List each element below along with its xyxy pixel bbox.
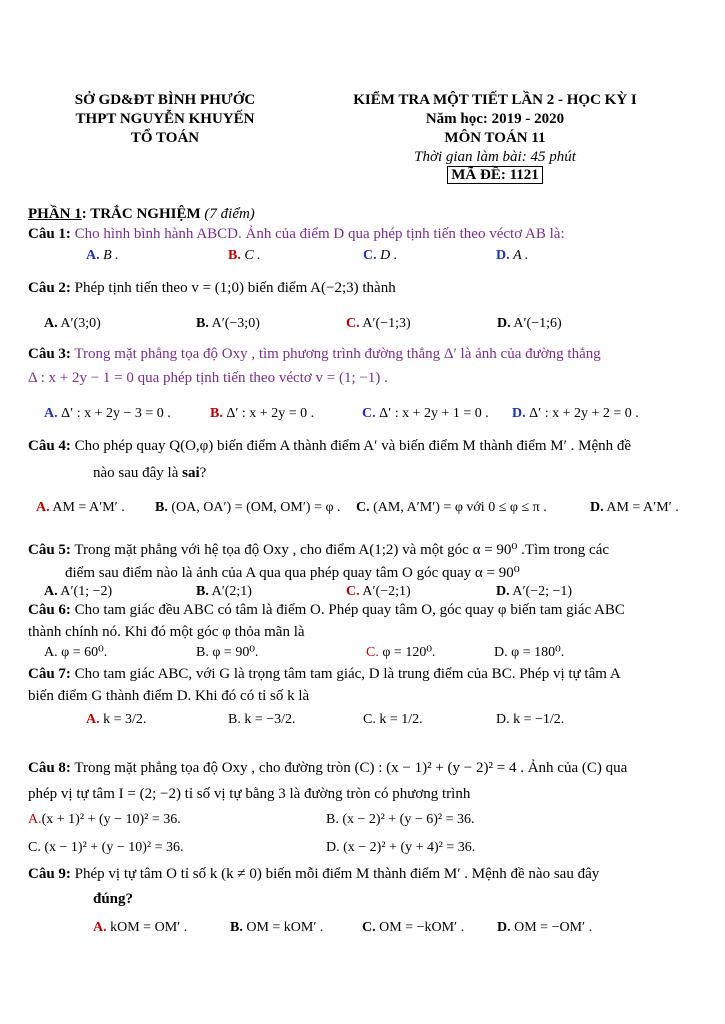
- question-4-line2: nào sau đây là sai?: [93, 465, 207, 481]
- q7-option-c[interactable]: C. k = 1/2.: [363, 712, 423, 727]
- question-text: Phép vị tự tâm O tỉ số k (k ≠ 0) biến mỗi điểm M thành điểm M′ . Mệnh đề nào sau đây: [74, 866, 600, 882]
- question-text: Cho hình bình hành ABCD. Ảnh của điểm D qua phép tịnh tiến theo véctơ AB là:: [74, 226, 565, 242]
- q6-option-b[interactable]: B. φ = 90⁰.: [196, 645, 259, 660]
- q6-option-a[interactable]: A. φ = 60⁰.: [44, 645, 108, 660]
- question-text: Cho phép quay Q(O,φ) biến điểm A thành điểm A′ và biến điểm M thành điểm M′ . Mệnh đề: [74, 438, 632, 454]
- q8-option-d[interactable]: D. (x − 2)² + (y + 4)² = 36.: [326, 840, 476, 855]
- question-number: Câu 7:: [28, 666, 71, 682]
- question-7-line2: biến điểm G thành điểm D. Khi đó có tỉ số k là: [28, 688, 310, 704]
- question-3: [28, 346, 601, 363]
- q3-option-c[interactable]: C. Δ′ : x + 2y + 1 = 0 .: [362, 406, 489, 421]
- part-heading: [28, 206, 255, 223]
- part-points: (7 điểm): [204, 206, 255, 222]
- q5-option-a[interactable]: A. A′(1; −2): [44, 584, 113, 599]
- q8-option-b[interactable]: B. (x − 2)² + (y − 6)² = 36.: [326, 812, 475, 827]
- q2-option-b[interactable]: B. A′(−3;0): [196, 316, 260, 331]
- question-5: [28, 540, 609, 559]
- subject: MÔN TOÁN 11: [444, 130, 546, 146]
- question-6: [28, 602, 625, 619]
- question-number: Câu 6:: [28, 602, 71, 618]
- q2-option-d[interactable]: D. A′(−1;6): [497, 316, 562, 331]
- question-9-line2: đúng?: [93, 891, 134, 907]
- question-number: Câu 3:: [28, 346, 71, 362]
- school-dept: SỞ GD&ĐT BÌNH PHƯỚC: [74, 92, 256, 108]
- exam-title: KIỂM TRA MỘT TIẾT LẦN 2 - HỌC KỲ I: [353, 92, 637, 108]
- q1-option-b[interactable]: B. C .: [228, 248, 261, 263]
- question-2: [28, 280, 396, 297]
- q3-option-d[interactable]: D. Δ′ : x + 2y + 2 = 0 .: [512, 406, 639, 421]
- q5-option-b[interactable]: B. A′(2;1): [196, 584, 252, 599]
- question-3-line2: Δ : x + 2y − 1 = 0 qua phép tịnh tiến theo véctơ v = (1; −1) .: [28, 370, 388, 386]
- question-8: [28, 760, 627, 777]
- q8-option-c[interactable]: C. (x − 1)² + (y − 10)² = 36.: [28, 840, 184, 855]
- exam-code: MÃ ĐỀ: 1121: [447, 166, 543, 184]
- question-8-line2: phép vị tự tâm I = (2; −2) tỉ số vị tự bằng 3 là đường tròn có phương trình: [28, 786, 471, 802]
- part-title: : TRẮC NGHIỆM: [81, 206, 205, 222]
- question-text: Cho tam giác đều ABC có tâm là điểm O. Phép quay tâm O, góc quay φ biến tam giác ABC: [74, 602, 625, 618]
- q5-option-c[interactable]: C. A′(−2;1): [346, 584, 411, 599]
- question-number: Câu 5:: [28, 542, 71, 558]
- q1-option-c[interactable]: C. D .: [363, 248, 398, 263]
- question-text: Trong mặt phẳng với hệ tọa độ Oxy , cho điểm A(1;2) và một góc α = 90⁰ .Tìm trong các: [74, 542, 610, 558]
- question-number: Câu 2:: [28, 280, 71, 296]
- question-text: Trong mặt phẳng tọa độ Oxy , cho đường tròn (C) : (x − 1)² + (y − 2)² = 4 . Ảnh của (C) qua: [74, 760, 628, 776]
- question-6-line2: thành chính nó. Khi đó một góc φ thỏa mãn là: [28, 624, 305, 640]
- q3-option-a[interactable]: A. Δ′ : x + 2y − 3 = 0 .: [44, 406, 171, 421]
- question-text: Cho tam giác ABC, với G là trọng tâm tam giác, D là trung điểm của BC. Phép vị tự tâm A: [74, 666, 621, 682]
- school-name: THPT NGUYỄN KHUYẾN: [75, 111, 255, 127]
- question-number: Câu 9:: [28, 866, 71, 882]
- question-text: Phép tịnh tiến theo v = (1;0) biến điểm A(−2;3) thành: [74, 280, 396, 296]
- q4-option-a[interactable]: A. AM = A′M′ .: [36, 500, 125, 515]
- question-text: Trong mặt phẳng tọa độ Oxy , tìm phương trình đường thẳng Δ′ là ảnh của đường thẳng: [74, 346, 601, 362]
- question-7: [28, 666, 621, 683]
- question-4: [28, 438, 631, 455]
- q5-option-d[interactable]: D. A′(−2; −1): [496, 584, 573, 599]
- q7-option-d[interactable]: D. k = −1/2.: [496, 712, 565, 727]
- question-5-line2: điểm sau điểm nào là ảnh của A qua qua phép quay tâm O góc quay α = 90⁰: [65, 565, 520, 581]
- q6-option-c[interactable]: C. φ = 120⁰.: [366, 645, 436, 660]
- q4-option-d[interactable]: D. AM = A′M′ .: [590, 500, 679, 515]
- q8-option-a[interactable]: A.(x + 1)² + (y − 10)² = 36.: [28, 812, 181, 827]
- q1-option-d[interactable]: D. A .: [496, 248, 529, 263]
- q2-option-c[interactable]: C. A′(−1;3): [346, 316, 411, 331]
- q4-option-c[interactable]: C. (AM, A′M′) = φ với 0 ≤ φ ≤ π .: [356, 500, 547, 515]
- q1-option-a[interactable]: A. B .: [86, 248, 119, 263]
- question-number: Câu 4:: [28, 438, 71, 454]
- school-year: Năm học: 2019 - 2020: [425, 111, 565, 127]
- q3-option-b[interactable]: B. Δ′ : x + 2y = 0 .: [210, 406, 315, 421]
- q2-option-a[interactable]: A. A′(3;0): [44, 316, 101, 331]
- q9-option-c[interactable]: C. OM = −kOM′ .: [362, 920, 465, 935]
- q9-option-a[interactable]: A. kOM = OM′ .: [93, 920, 188, 935]
- q4-option-b[interactable]: B. (OA, OA′) = (OM, OM′) = φ .: [155, 500, 341, 515]
- exam-time: Thời gian làm bài: 45 phút: [414, 149, 576, 165]
- part-label: PHẦN 1: [28, 206, 82, 222]
- q7-option-a[interactable]: A. k = 3/2.: [86, 712, 147, 727]
- q9-option-d[interactable]: D. OM = −OM′ .: [497, 920, 593, 935]
- question-1: [28, 226, 565, 243]
- question-number: Câu 1:: [28, 226, 71, 242]
- q9-option-b[interactable]: B. OM = kOM′ .: [230, 920, 324, 935]
- q7-option-b[interactable]: B. k = −3/2.: [228, 712, 296, 727]
- exam-code-box: [320, 167, 670, 184]
- q6-option-d[interactable]: D. φ = 180⁰.: [494, 645, 565, 660]
- school-group: TỔ TOÁN: [130, 130, 200, 146]
- question-9: [28, 866, 599, 883]
- question-number: Câu 8:: [28, 760, 71, 776]
